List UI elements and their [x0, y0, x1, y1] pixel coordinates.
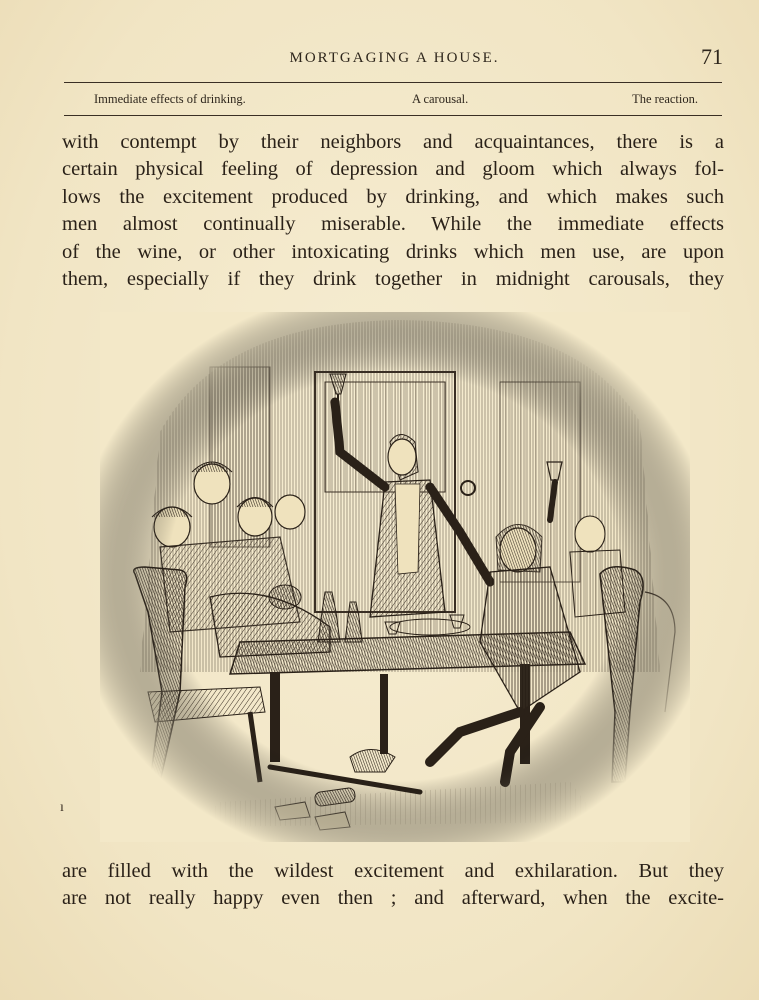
running-title: MORTGAGING A HOUSE.: [289, 50, 500, 66]
text-line: men almost continually miserable. While the immediate effects: [62, 213, 724, 236]
running-head: [62, 44, 727, 74]
marginal-note-right: The reaction.: [632, 92, 698, 106]
page-number: 71: [701, 44, 723, 69]
text-line: are not really happy even then ; and afterward, when the excite-: [62, 887, 724, 910]
text-line: with contempt by their neighbors and acquaintances, there is a: [62, 131, 724, 153]
body-text-upper: [62, 129, 724, 293]
stray-mark: ı: [60, 800, 64, 815]
marginal-note-left: Immediate effects of drinking.: [94, 92, 246, 106]
text-line: lows the excitement produced by drinking, and which makes such: [62, 185, 724, 208]
marginal-note-center: A carousal.: [412, 92, 469, 106]
carousal-engraving: [100, 312, 690, 842]
text-line: are filled with the wildest excitement and exhilaration. But they: [62, 860, 724, 882]
header-rule-top: [64, 82, 722, 83]
header-rule-bottom: [64, 115, 722, 116]
text-line: certain physical feeling of depression and gloom which always fol-: [62, 158, 724, 181]
text-line: them, especially if they drink together in midnight carousals, they: [62, 268, 724, 291]
body-text-lower: [62, 858, 724, 913]
marginal-notes: [64, 90, 722, 110]
text-line: of the wine, or other intoxicating drinks which men use, are upon: [62, 240, 724, 263]
